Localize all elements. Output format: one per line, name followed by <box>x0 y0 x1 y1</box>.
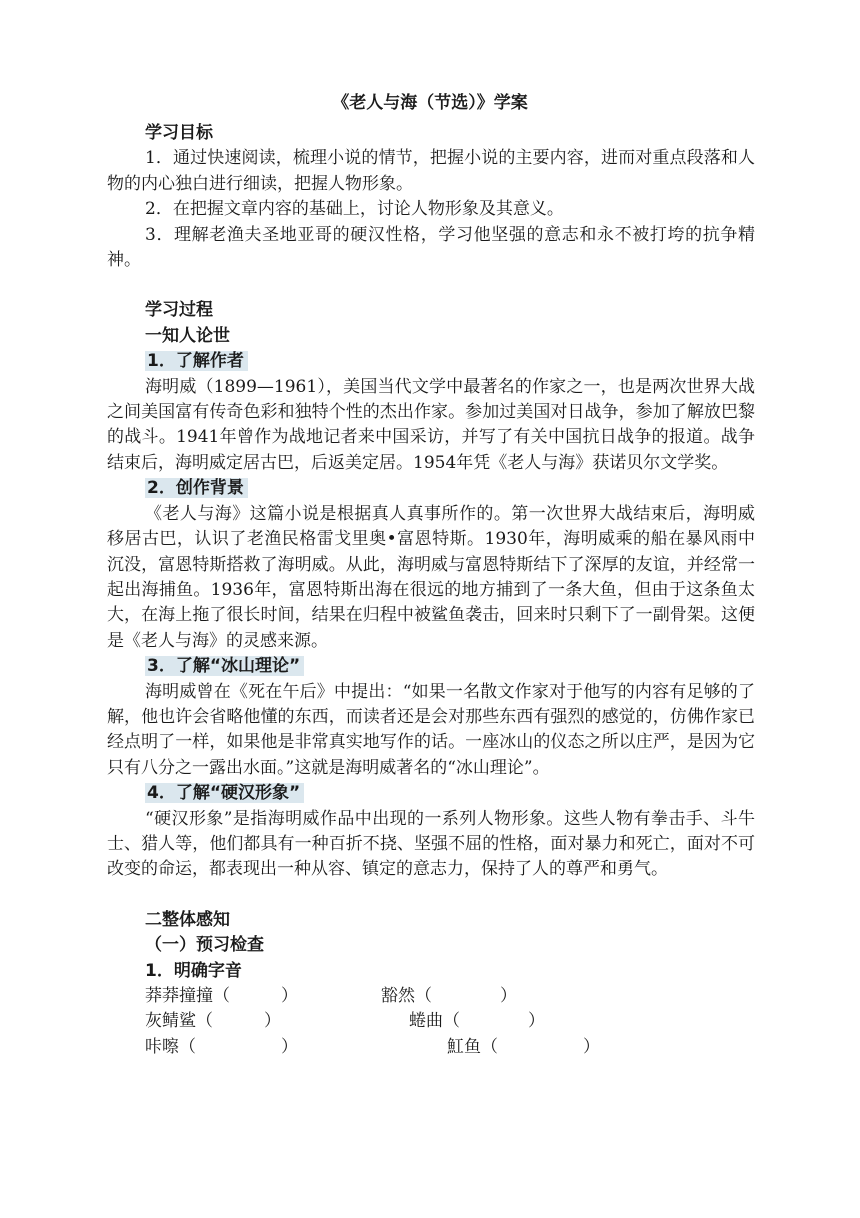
toughguy-heading-highlight: 4．了解“硬汉形象” <box>145 783 304 803</box>
pronunciation-blank[interactable]: 咔嚓（ ） <box>145 1036 298 1057</box>
pronunciation-row <box>107 1035 755 1060</box>
spacer <box>107 883 755 908</box>
pronunciation-blank[interactable]: 蜷曲（ ） <box>409 1011 545 1032</box>
process-heading: 学习过程 <box>145 300 213 321</box>
pronunciation-blank[interactable]: 灰鲭鲨（ ） <box>145 1011 281 1032</box>
background-heading-highlight: 2．创作背景 <box>145 478 248 498</box>
goals-heading: 学习目标 <box>145 123 213 143</box>
pronunciation-row <box>107 1009 755 1034</box>
goal-item-2: 2．在把握文章内容的基础上，讨论人物形象及其意义。 <box>145 199 564 220</box>
iceberg-heading <box>107 654 755 679</box>
toughguy-heading <box>107 781 755 806</box>
pronunciation-blank[interactable]: 魟鱼（ ） <box>447 1036 600 1057</box>
author-paragraph: 海明威（1899—1961），美国当代文学中最著名的作家之一，也是两次世界大战之间美国富有传奇色彩和独特个性的杰出作家。参加过美国对日战争，参加了解放巴黎的战斗。1941年曾作为战地记者来中国采访，并写了有关中国抗日战争的报道。战争结束后，海明威定居古巴，后返美定居。1954年凭《老人与海》获诺贝尔文学奖。 <box>107 376 755 473</box>
section1-heading: 一知人论世 <box>145 325 230 346</box>
pronunciation-blank[interactable]: 莽莽撞撞（ ） <box>145 986 298 1006</box>
goal-item-3: 3．理解老渔夫圣地亚哥的硬汉性格，学习他坚强的意志和永不被打垮的抗争精神。 <box>107 224 755 271</box>
iceberg-paragraph: 海明威曾在《死在午后》中提出：“如果一名散文作家对于他写的内容有足够的了解，他也许会省略他懂的东西，而读者还是会对那些东西有强烈的感觉的，仿佛作家已经点明了一样，如果他是非常真实地写作的话。一座冰山的仪态之所以庄严，是因为它只有八分之一露出水面。”这就是海明威著名的“冰山理论”。 <box>107 681 755 778</box>
pronunciation-heading: 1．明确字音 <box>145 960 242 981</box>
document-title: 《老人与海（节选）》学案 <box>332 93 528 113</box>
author-heading <box>107 349 755 374</box>
background-paragraph: 《老人与海》这篇小说是根据真人真事所作的。第一次世界大战结束后，海明威移居古巴，认识了老渔民格雷戈里奥•富恩特斯。1930年，海明威乘的船在暴风雨中沉没，富恩特斯搭救了海明威。从此，海明威与富恩特斯结下了深厚的友谊，并经常一起出海捕鱼。1936年，富恩特斯出海在很远的地方捕到了一条大鱼，但由于这条鱼太大，在海上拖了很长时间，结果在归程中被鲨鱼袭击，回来时只剩下了一副骨架。这便是《老人与海》的灵感来源。 <box>107 503 755 651</box>
iceberg-heading-highlight: 3．了解“冰山理论” <box>145 656 304 676</box>
author-heading-highlight: 1．了解作者 <box>145 351 248 371</box>
background-heading <box>107 476 755 501</box>
pronunciation-blank[interactable]: 豁然（ ） <box>381 986 517 1006</box>
document-body <box>107 121 755 1060</box>
section2-heading: 二整体感知 <box>145 909 230 930</box>
toughguy-paragraph: “硬汉形象”是指海明威作品中出现的一系列人物形象。这些人物有拳击手、斗牛士、猎人等，他们都具有一种百折不挠、坚强不屈的性格，面对暴力和死亡，面对不可改变的命运，都表现出一种从容、镇定的意志力，保持了人的尊严和勇气。 <box>107 808 755 880</box>
spacer <box>107 273 755 298</box>
preview-check-heading: （一）预习检查 <box>145 935 264 956</box>
goal-item-1: 1．通过快速阅读，梳理小说的情节，把握小说的主要内容，进而对重点段落和人物的内心独白进行细读，把握人物形象。 <box>107 148 755 194</box>
pronunciation-row <box>107 984 755 1009</box>
